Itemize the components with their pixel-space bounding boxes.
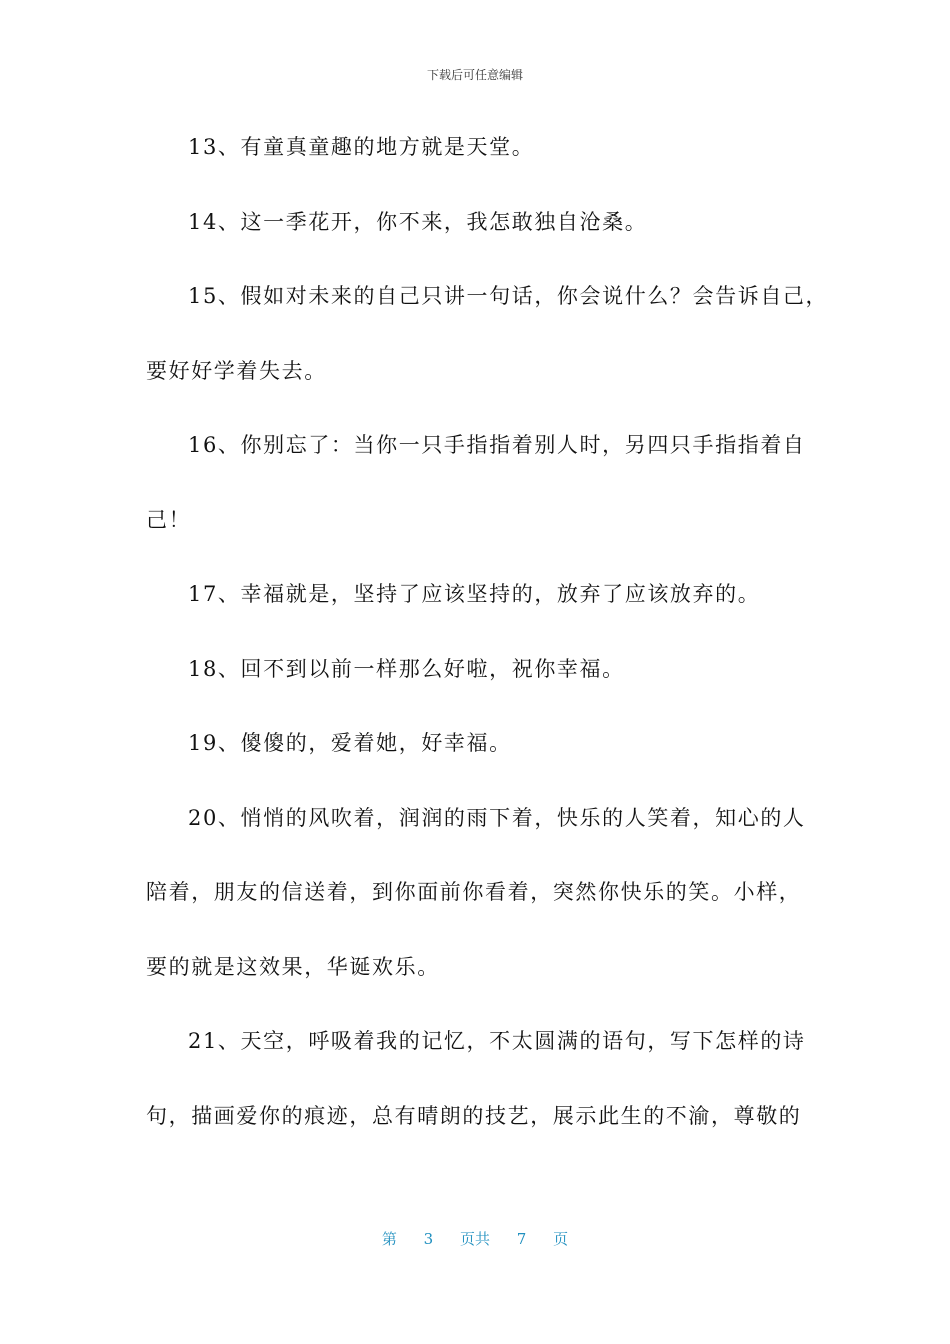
paragraph-line: 16、你别忘了：当你一只手指指着别人时，另四只手指指着自 [188, 433, 806, 457]
paragraph-line: 18、回不到以前一样那么好啦，祝你幸福。 [188, 656, 625, 681]
paragraph-line: 陪着，朋友的信送着，到你面前你看着，突然你快乐的笑。小样， [146, 880, 802, 904]
page-footer [0, 1228, 950, 1249]
header-note: 下载后可任意编辑 [426, 68, 523, 82]
paragraph-line: 14、这一季花开，你不来，我怎敢独自沧桑。 [188, 209, 648, 234]
paragraph-line: 17、幸福就是，坚持了应该坚持的，放弃了应该放弃的。 [188, 582, 761, 606]
paragraph-line: 20、悄悄的风吹着，润润的雨下着，快乐的人笑着，知心的人 [188, 805, 806, 830]
paragraph-line: 13、有童真童趣的地方就是天堂。 [188, 135, 535, 159]
paragraph-line: 要好好学着失去。 [146, 358, 327, 383]
paragraph-line: 己！ [146, 507, 192, 532]
total-pages-number: 7 [516, 1230, 527, 1248]
paragraph-line: 要的就是这效果，华诞欢乐。 [146, 954, 440, 979]
current-page-number: 3 [423, 1230, 434, 1248]
paragraph-line: 15、假如对未来的自己只讲一句话，你会说什么？会告诉自己， [188, 284, 829, 308]
footer-prefix: 第 [381, 1230, 397, 1248]
footer-middle: 页共 [459, 1230, 490, 1248]
paragraph-line: 21、天空，呼吸着我的记忆，不太圆满的语句，写下怎样的诗 [188, 1029, 806, 1053]
paragraph-line: 句，描画爱你的痕迹，总有晴朗的技艺，展示此生的不渝，尊敬的 [146, 1103, 802, 1128]
document-body [146, 128, 829, 1171]
footer-suffix: 页 [553, 1230, 569, 1248]
paragraph-line: 19、傻傻的，爱着她，好幸福。 [188, 731, 512, 755]
